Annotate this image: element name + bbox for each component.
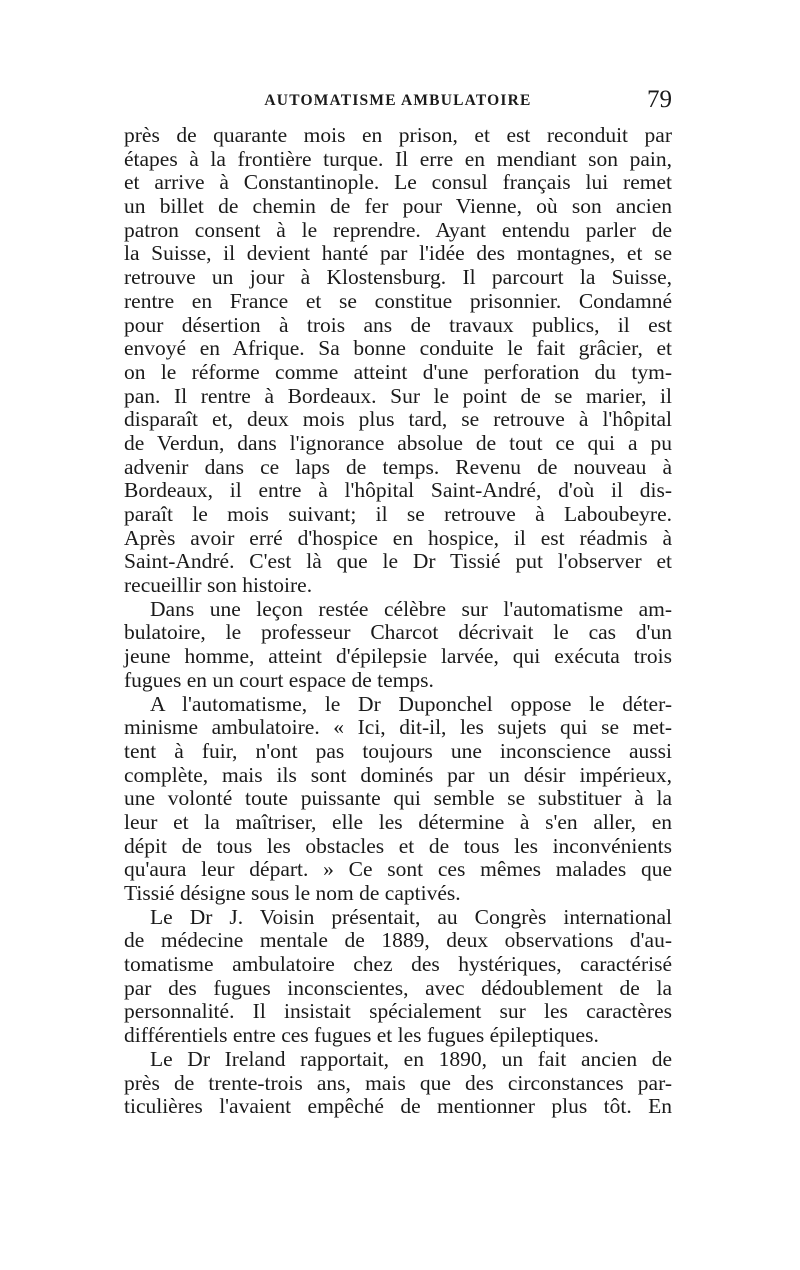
- text-line: on le réforme comme atteint d'une perforation du tym-: [124, 359, 672, 384]
- text-line: une volonté toute puissante qui semble se substituer à la: [124, 786, 672, 811]
- text-line: recueillir son histoire.: [124, 573, 313, 598]
- text-line: personnalité. Il insistait spécialement sur les caractères: [124, 999, 672, 1024]
- text-line: près de trente-trois ans, mais que des circonstances par-: [124, 1070, 672, 1095]
- text-line: fugues en un court espace de temps.: [124, 667, 434, 692]
- text-line: A l'automatisme, le Dr Duponchel oppose le déter-: [150, 691, 672, 716]
- text-line: Tissié désigne sous le nom de captivés.: [124, 881, 461, 905]
- text-line: et arrive à Constantinople. Le consul français lui remet: [124, 170, 672, 195]
- text-line: différentiels entre ces fugues et les fugues épileptiques.: [124, 1023, 599, 1048]
- text-line: paraît le mois suivant; il se retrouve à Laboubeyre.: [124, 502, 672, 526]
- text-line: tent à fuir, n'ont pas toujours une inconscience aussi: [124, 738, 672, 763]
- text-line: Saint-André. C'est là que le Dr Tissié put l'observer et: [124, 549, 672, 574]
- running-head: [124, 88, 672, 118]
- text-line: Dans une leçon restée célèbre sur l'automatisme am-: [150, 596, 672, 621]
- text-line: minisme ambulatoire. « Ici, dit-il, les sujets qui se met-: [124, 715, 672, 740]
- text-line: pour désertion à trois ans de travaux publics, il est: [124, 312, 672, 337]
- text-line: un billet de chemin de fer pour Vienne, où son ancien: [124, 194, 672, 219]
- running-title: AUTOMATISME AMBULATOIRE: [264, 92, 532, 109]
- text-line: Bordeaux, il entre à l'hôpital Saint-André, d'où il dis-: [124, 478, 672, 503]
- text-line: de Verdun, dans l'ignorance absolue de tout ce qui a pu: [124, 430, 672, 455]
- text-line: ticulières l'avaient empêché de mentionner plus tôt. En: [124, 1094, 672, 1119]
- body-text: [124, 124, 672, 1119]
- text-line: retrouve un jour à Klostensburg. Il parcourt la Suisse,: [124, 265, 672, 290]
- text-line: par des fugues inconscientes, avec dédoublement de la: [124, 975, 672, 1000]
- text-line: disparaît et, deux mois plus tard, se retrouve à l'hôpital: [124, 407, 672, 432]
- text-line: Le Dr Ireland rapportait, en 1890, un fait ancien de: [150, 1046, 672, 1071]
- page-number: 79: [647, 86, 672, 113]
- text-line: patron consent à le reprendre. Ayant entendu parler de: [124, 217, 672, 242]
- text-line: envoyé en Afrique. Sa bonne conduite le fait grâcier, et: [124, 336, 672, 361]
- text-line: qu'aura leur départ. » Ce sont ces mêmes malades que: [124, 857, 672, 882]
- text-line: pan. Il rentre à Bordeaux. Sur le point de se marier, il: [124, 383, 672, 408]
- text-line: de médecine mentale de 1889, deux observations d'au-: [124, 928, 672, 953]
- text-line: près de quarante mois en prison, et est reconduit par: [124, 123, 672, 147]
- text-line: rentre en France et se constitue prisonnier. Condamné: [124, 288, 672, 313]
- text-line: Le Dr J. Voisin présentait, au Congrès international: [150, 904, 672, 929]
- text-line: la Suisse, il devient hanté par l'idée des montagnes, et se: [124, 241, 672, 266]
- text-line: étapes à la frontière turque. Il erre en mendiant son pain,: [124, 146, 672, 171]
- text-line: complète, mais ils sont dominés par un désir impérieux,: [124, 762, 672, 787]
- text-line: bulatoire, le professeur Charcot décrivait le cas d'un: [124, 620, 672, 645]
- text-line: advenir dans ce laps de temps. Revenu de nouveau à: [124, 454, 672, 479]
- text-line: leur et la maîtriser, elle les détermine à s'en aller, en: [124, 809, 672, 834]
- text-line: jeune homme, atteint d'épilepsie larvée, qui exécuta trois: [124, 644, 672, 669]
- text-line: Après avoir erré d'hospice en hospice, il est réadmis à: [124, 525, 672, 550]
- text-line: dépit de tous les obstacles et de tous les inconvénients: [124, 833, 672, 858]
- text-line: tomatisme ambulatoire chez des hystériques, caractérisé: [124, 952, 672, 977]
